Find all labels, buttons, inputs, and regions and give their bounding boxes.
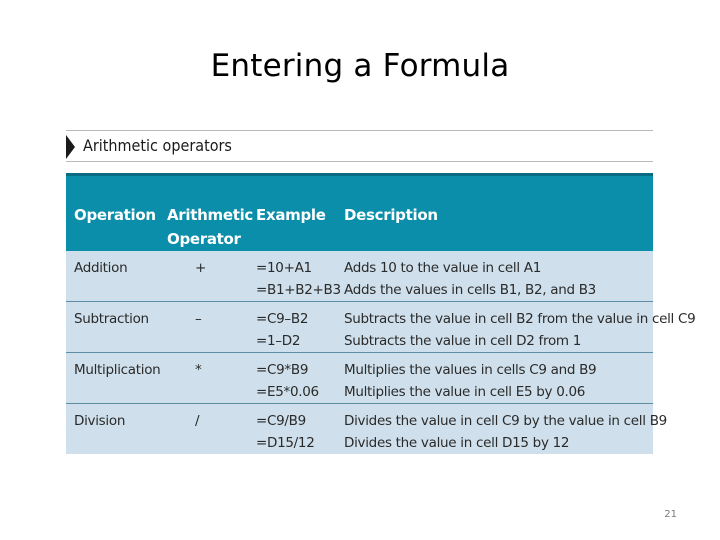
example-cell: [248, 302, 336, 353]
header-row: [66, 175, 653, 252]
description-line: Subtracts the value in cell B2 from the value in cell C9: [344, 311, 696, 327]
operator-cell: +: [195, 260, 207, 276]
description-line: Adds the values in cells B1, B2, and B3: [344, 282, 596, 298]
arithmetic-operators-table: [66, 173, 696, 454]
description-cell: [336, 353, 653, 404]
operation-cell: Multiplication: [74, 362, 161, 378]
figure-caption: Arithmetic operators: [83, 136, 232, 155]
table-header: [66, 175, 653, 252]
example-line: =C9–B2: [256, 311, 309, 327]
table-body: [66, 251, 696, 454]
header-operator-line1: Arithmetic: [167, 206, 254, 224]
operator-cell: –: [195, 311, 202, 327]
description-line: Divides the value in cell D15 by 12: [344, 435, 570, 451]
example-line: =E5*0.06: [256, 384, 319, 400]
table-row: [66, 302, 653, 353]
header-description: Description: [344, 206, 438, 224]
operation-cell: Subtraction: [74, 311, 149, 327]
page-number: 21: [664, 509, 677, 520]
operator-cell: /: [195, 413, 200, 429]
header-example: Example: [256, 206, 326, 224]
slide-title: Entering a Formula: [210, 48, 510, 84]
example-line: =C9*B9: [256, 362, 309, 378]
example-line: =1–D2: [256, 333, 301, 349]
header-arithmetic-operator: [159, 175, 254, 252]
description-line: Multiplies the value in cell E5 by 0.06: [344, 384, 586, 400]
description-line: Multiplies the values in cells C9 and B9: [344, 362, 597, 378]
arithmetic-operators-figure: [66, 130, 696, 451]
description-cell: [336, 404, 667, 455]
header-operation: Operation: [74, 206, 156, 224]
table-row: [66, 404, 653, 455]
example-line: =D15/12: [256, 435, 315, 451]
example-line: =C9/B9: [256, 413, 306, 429]
operation-cell: Division: [74, 413, 126, 429]
operator-cell: *: [195, 362, 202, 378]
example-line: =B1+B2+B3: [256, 282, 341, 298]
header-operator-line2: Operator: [167, 230, 241, 248]
example-cell: [248, 353, 336, 404]
figure-caption-bar: [66, 130, 653, 162]
caption-arrow-icon: [66, 135, 75, 159]
operation-cell: Addition: [74, 260, 128, 276]
table-row: [66, 251, 653, 302]
description-line: Subtracts the value in cell D2 from 1: [344, 333, 582, 349]
description-cell: [336, 251, 653, 302]
example-line: =10+A1: [256, 260, 312, 276]
description-line: Adds 10 to the value in cell A1: [344, 260, 542, 276]
description-cell: [336, 302, 696, 353]
example-cell: [248, 251, 341, 302]
table-row: [66, 353, 653, 404]
example-cell: [248, 404, 336, 455]
description-line: Divides the value in cell C9 by the value in cell B9: [344, 413, 667, 429]
